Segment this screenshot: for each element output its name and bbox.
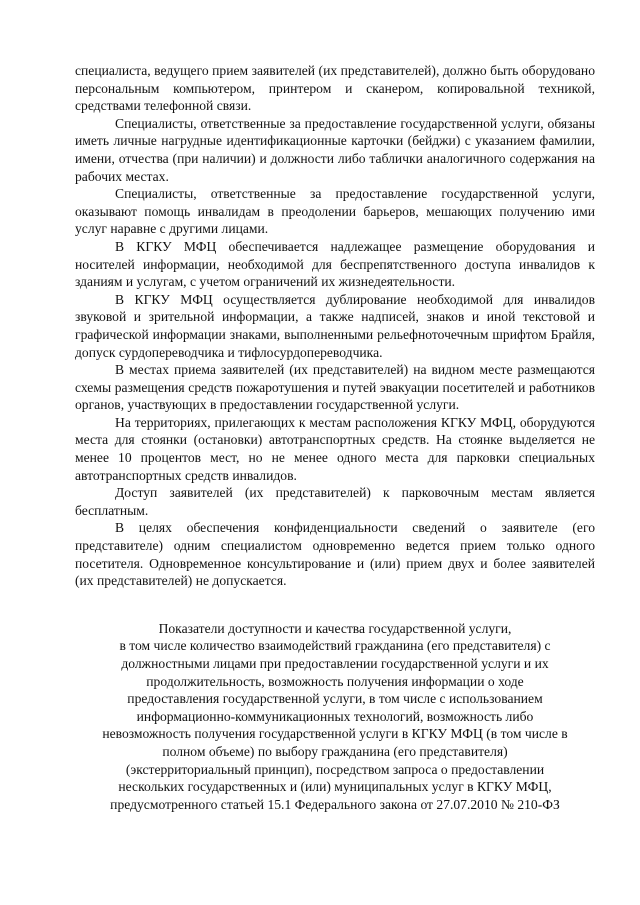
heading-line: полном объеме) по выбору гражданина (его представителя) bbox=[162, 743, 508, 759]
heading-line: в том числе количество взаимодействий гражданина (его представителя) с bbox=[119, 638, 551, 654]
paragraph-disability-assistance: Специалисты, ответственные за предоставление государственной услуги, оказывают помощь инвалидам в преодолении барьеров, мешающих получению ими услуг наравне с другими лицами. bbox=[75, 186, 595, 237]
heading-line: информационно-коммуникационных технологий, возможность либо bbox=[136, 708, 534, 724]
paragraph-free-parking: Доступ заявителей (их представителей) к парковочным местам является бесплатным. bbox=[75, 485, 595, 518]
heading-line: нескольких государственных и (или) муниципальных услуг в КГКУ МФЦ, bbox=[118, 779, 552, 795]
section-heading bbox=[75, 620, 595, 814]
paragraph-confidentiality: В целях обеспечения конфиденциальности сведений о заявителе (его представителе) одним специалистом одновременно ведется прием только одного посетителя. Одновременное консультирование и (или) прием двух и более заявителей (их представителей) не допускается. bbox=[75, 520, 595, 589]
heading-line: Показатели доступности и качества государственной услуги, bbox=[158, 620, 512, 636]
heading-line: предусмотренного статьей 15.1 Федерального закона от 27.07.2010 № 210-ФЗ bbox=[110, 796, 560, 812]
document-page bbox=[75, 62, 595, 813]
paragraph-braille-duplication: В КГКУ МФЦ осуществляется дублирование необходимой для инвалидов звуковой и зрительной информации, а также надписей, знаков и иной текстовой и графической информации знаками, выполненными рельефноточечным шрифтом Брайля, допуск сурдопереводчика и тифлосурдопереводчика. bbox=[75, 291, 595, 360]
paragraph-continued: специалиста, ведущего прием заявителей (их представителей), должно быть оборудовано персональным компьютером, принтером и сканером, копировальной техникой, средствами телефонной связи. bbox=[75, 63, 595, 114]
heading-line: невозможность получения государственной услуги в КГКУ МФЦ (в том числе в bbox=[102, 726, 568, 742]
heading-line: (экстерриториальный принцип), посредством запроса о предоставлении bbox=[125, 761, 545, 777]
body-text bbox=[75, 62, 595, 590]
heading-line: предоставления государственной услуги, в том числе с использованием bbox=[127, 691, 543, 707]
paragraph-parking: На территориях, прилегающих к местам расположения КГКУ МФЦ, оборудуются места для стоянки (остановки) автотранспортных средств. На стоянке выделяется не менее 10 процентов мест, но не менее одного места для парковки специальных автотранспортных средств инвалидов. bbox=[75, 414, 595, 483]
paragraph-equipment-placement: В КГКУ МФЦ обеспечивается надлежащее размещение оборудования и носителей информации, необходимой для беспрепятственного доступа инвалидов к зданиям и услугам, с учетом ограничений их жизнедеятельности. bbox=[75, 238, 595, 290]
paragraph-evacuation-schemes: В местах приема заявителей (их представителей) на видном месте размещаются схемы размещения средств пожаротушения и путей эвакуации посетителей и работников органов, участвующих в предоставлении государственной услуги. bbox=[75, 362, 595, 413]
paragraph-staff-badges: Специалисты, ответственные за предоставление государственной услуги, обязаны иметь личные нагрудные идентификационные карточки (бейджи) с указанием фамилии, имени, отчества (при наличии) и должности либо таблички аналогичного содержания на рабочих местах. bbox=[75, 115, 595, 184]
heading-line: продолжительность, возможность получения информации о ходе bbox=[146, 673, 524, 689]
heading-line: должностными лицами при предоставлении государственной услуги и их bbox=[121, 656, 549, 671]
